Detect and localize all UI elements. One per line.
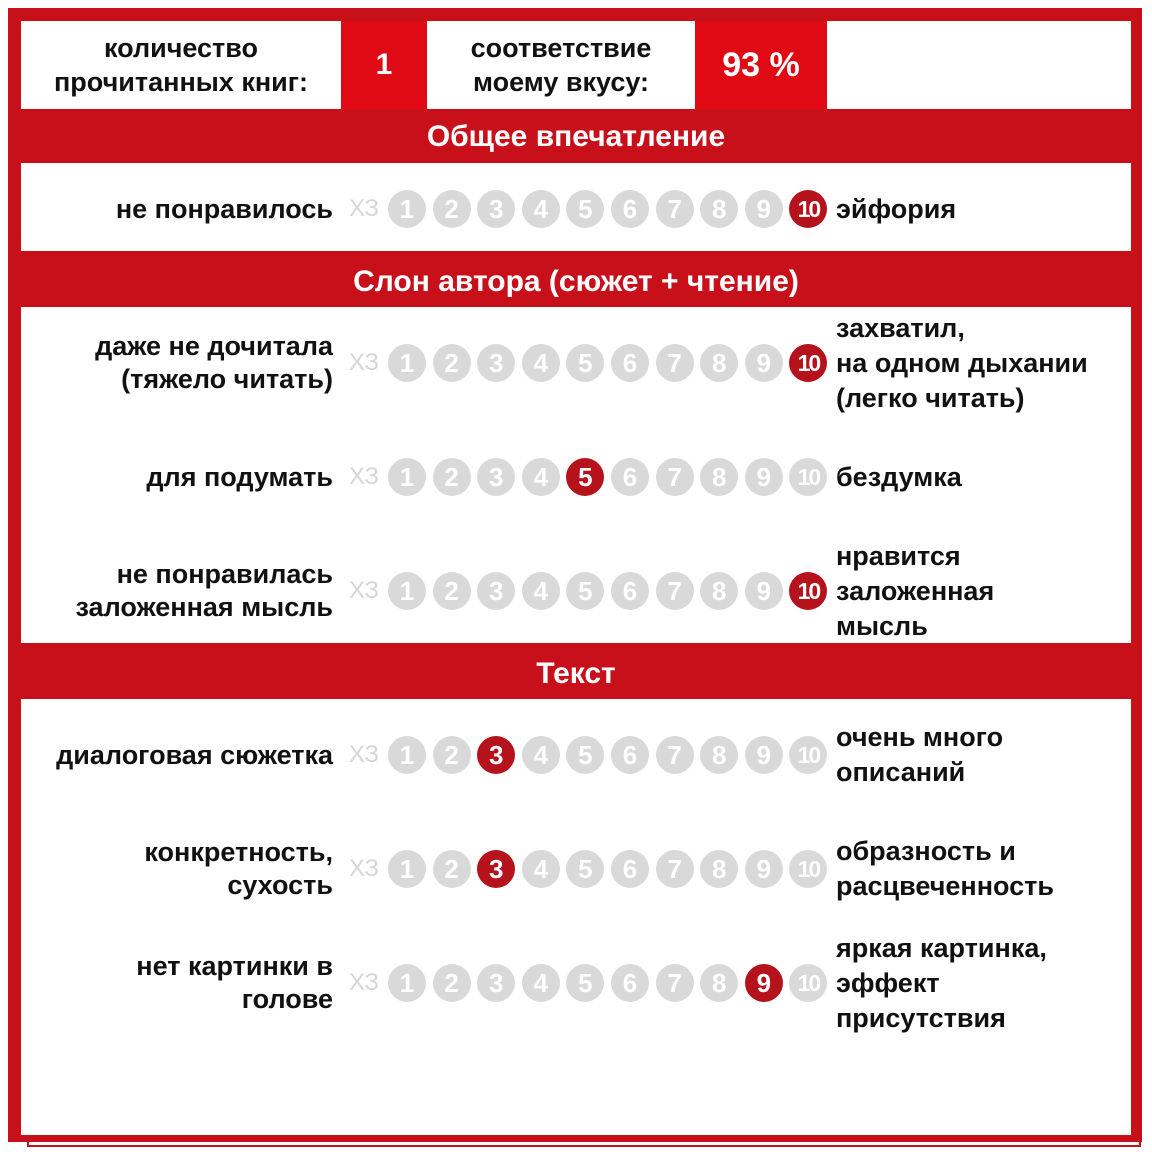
scale-point: 6 bbox=[611, 344, 649, 382]
scale-point: 10 bbox=[789, 964, 827, 1002]
scale-point: 9 bbox=[745, 736, 783, 774]
scale-point: 4 bbox=[522, 190, 560, 228]
scale-right-label: очень много описаний bbox=[836, 722, 1004, 787]
scale-point: 2 bbox=[433, 572, 471, 610]
scale-point: 1 bbox=[388, 344, 426, 382]
books-count-value: 1 bbox=[341, 21, 427, 109]
scale-point: 9 bbox=[745, 344, 783, 382]
scale-point: 2 bbox=[433, 736, 471, 774]
scale-point: 1 bbox=[388, 190, 426, 228]
taste-match-label: соответствие моему вкусу: bbox=[470, 33, 652, 97]
scale-point: 4 bbox=[522, 736, 560, 774]
scale-point: 10 bbox=[789, 850, 827, 888]
scale-point-selected: 10 bbox=[789, 344, 827, 382]
scale-unknown-option: ХЗ bbox=[349, 195, 379, 222]
scale-point: 9 bbox=[745, 458, 783, 496]
section-title-author: Слон автора (сюжет + чтение) bbox=[12, 259, 1140, 305]
scale-unknown-option: ХЗ bbox=[349, 969, 379, 996]
scale-unknown-option: ХЗ bbox=[349, 349, 379, 376]
scale-point: 8 bbox=[700, 458, 738, 496]
scale-point: 7 bbox=[656, 190, 694, 228]
scale-point: 7 bbox=[656, 850, 694, 888]
scale-point: 6 bbox=[611, 850, 649, 888]
scale-point: 5 bbox=[566, 850, 604, 888]
scale-point: 3 bbox=[477, 190, 515, 228]
scale-point: 2 bbox=[433, 190, 471, 228]
scale-point: 6 bbox=[611, 572, 649, 610]
taste-match-value: 93 % bbox=[695, 21, 827, 109]
scale-point: 7 bbox=[656, 736, 694, 774]
scale-left-label: не понравилось bbox=[115, 193, 333, 224]
scale-point: 5 bbox=[566, 964, 604, 1002]
scale-point: 8 bbox=[700, 850, 738, 888]
scale-point: 7 bbox=[656, 458, 694, 496]
scale-point: 3 bbox=[477, 964, 515, 1002]
scale-point: 8 bbox=[700, 964, 738, 1002]
scale-point: 3 bbox=[477, 458, 515, 496]
scale-point: 1 bbox=[388, 736, 426, 774]
scale-point: 7 bbox=[656, 572, 694, 610]
scale-point: 6 bbox=[611, 736, 649, 774]
scale-point: 2 bbox=[433, 458, 471, 496]
scale-point: 3 bbox=[477, 572, 515, 610]
scale-left-label: нет картинки в голове bbox=[136, 951, 333, 1014]
scale-point: 4 bbox=[522, 458, 560, 496]
scale-left-label: даже не дочитала (тяжело читать) bbox=[95, 331, 333, 394]
scale-unknown-option: ХЗ bbox=[349, 741, 379, 768]
scale-point: 1 bbox=[388, 850, 426, 888]
scale-point: 4 bbox=[522, 964, 560, 1002]
section-title-text: Текст bbox=[12, 651, 1140, 697]
scale-right-label: захватил, на одном дыхании (легко читать) bbox=[836, 312, 1088, 413]
scale-point: 2 bbox=[433, 344, 471, 382]
scale-point: 8 bbox=[700, 572, 738, 610]
scale-point-selected: 10 bbox=[789, 190, 827, 228]
section-panel-author bbox=[21, 307, 1131, 643]
scale-point: 5 bbox=[566, 572, 604, 610]
scale-left-label: для подумать bbox=[146, 461, 333, 492]
scale-right-label: нравится заложенная мысль bbox=[836, 540, 995, 641]
scale-point: 4 bbox=[522, 850, 560, 888]
section-panel-overall bbox=[21, 163, 1131, 251]
scale-point: 9 bbox=[745, 850, 783, 888]
scale-point-selected: 5 bbox=[566, 458, 604, 496]
scale-unknown-option: ХЗ bbox=[349, 463, 379, 490]
scale-point: 1 bbox=[388, 572, 426, 610]
scale-point: 5 bbox=[566, 736, 604, 774]
scale-point: 10 bbox=[789, 458, 827, 496]
scale-point: 5 bbox=[566, 190, 604, 228]
scale-right-label: яркая картинка, эффект присутствия bbox=[836, 932, 1047, 1033]
books-count-label: количество прочитанных книг: bbox=[54, 33, 308, 97]
scale-point: 8 bbox=[700, 736, 738, 774]
scale-point: 9 bbox=[745, 190, 783, 228]
scale-point: 2 bbox=[433, 850, 471, 888]
scale-unknown-option: ХЗ bbox=[349, 855, 379, 882]
scale-point: 2 bbox=[433, 964, 471, 1002]
scale-right-label: бездумка bbox=[836, 461, 962, 492]
scale-point: 1 bbox=[388, 964, 426, 1002]
scale-point: 4 bbox=[522, 572, 560, 610]
scale-left-label: диалоговая сюжетка bbox=[56, 739, 333, 770]
scale-point-selected: 3 bbox=[477, 736, 515, 774]
scale-point: 8 bbox=[700, 344, 738, 382]
scale-point: 4 bbox=[522, 344, 560, 382]
summary-row bbox=[21, 21, 1131, 109]
scale-point: 7 bbox=[656, 344, 694, 382]
section-title-overall: Общее впечатление bbox=[12, 114, 1140, 160]
scale-point: 1 bbox=[388, 458, 426, 496]
scale-point-selected: 3 bbox=[477, 850, 515, 888]
scale-point: 6 bbox=[611, 190, 649, 228]
scale-point-selected: 9 bbox=[745, 964, 783, 1002]
scale-right-label: эйфория bbox=[836, 193, 957, 224]
scale-point: 7 bbox=[656, 964, 694, 1002]
section-panel-text bbox=[21, 699, 1131, 1135]
scale-point: 9 bbox=[745, 572, 783, 610]
scale-point: 8 bbox=[700, 190, 738, 228]
scale-left-label: не понравилась заложенная мысль bbox=[75, 559, 333, 622]
scale-point: 6 bbox=[611, 964, 649, 1002]
scale-point: 5 bbox=[566, 344, 604, 382]
scale-point: 3 bbox=[477, 344, 515, 382]
scale-point: 6 bbox=[611, 458, 649, 496]
scale-left-label: конкретность, сухость bbox=[144, 837, 333, 900]
scale-point: 10 bbox=[789, 736, 827, 774]
scale-right-label: образность и расцвеченность bbox=[836, 836, 1054, 901]
scale-point-selected: 10 bbox=[789, 572, 827, 610]
scale-unknown-option: ХЗ bbox=[349, 577, 379, 604]
